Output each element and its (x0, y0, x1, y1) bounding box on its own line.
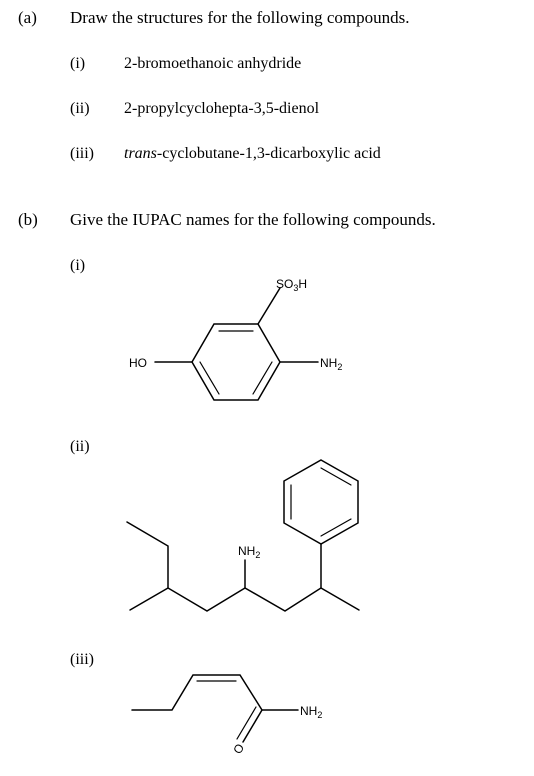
part-a-instruction: Draw the structures for the following compounds. (70, 8, 410, 27)
o-label: O (230, 741, 248, 757)
ho-label: HO (129, 356, 147, 370)
part-a-item-2-name: 2-propylcyclohepta-3,5-dienol (124, 100, 320, 117)
ring-double-bond (321, 519, 351, 536)
part-b-label: (b) (18, 210, 38, 229)
part-a-label: (a) (18, 8, 37, 27)
ring-double-bond (321, 468, 351, 485)
part-b-item-1-number: (i) (70, 257, 86, 274)
structure-b2 (127, 460, 359, 611)
carbonyl-bond (243, 710, 262, 742)
structure-b3 (132, 675, 322, 756)
benzene-ring-b2 (284, 460, 358, 544)
benzene-ring-b1 (192, 324, 280, 400)
bond-to-so3h (258, 288, 280, 324)
part-a-item-1-number: (i) (70, 55, 86, 72)
carbonyl-double-bond (237, 707, 256, 739)
part-a-item-1-name: 2-bromoethanoic anhydride (124, 55, 302, 72)
part-a-item-3-rest: -cyclobutane-1,3-dicarboxylic acid (156, 145, 381, 162)
part-a-item-2-number: (ii) (70, 100, 90, 117)
methyl-branch (321, 588, 359, 610)
carbon-chain (132, 675, 298, 710)
part-a-item-3-number: (iii) (70, 145, 94, 162)
ring-double-bond (200, 362, 219, 394)
part-b-instruction: Give the IUPAC names for the following compounds. (70, 210, 436, 229)
nh2-label: $NH_2$ (320, 356, 343, 372)
nh2-label: $NH_2$ (238, 544, 261, 560)
methyl-branch (130, 588, 168, 610)
trans-prefix: trans (124, 145, 157, 162)
ring-double-bond (253, 362, 272, 394)
part-b-item-2-number: (ii) (70, 438, 90, 455)
so3h-label: $SO_3H$ (276, 277, 308, 293)
structure-b1 (129, 277, 342, 400)
part-b-item-3-number: (iii) (70, 651, 94, 668)
nh2-label: $NH_2$ (300, 704, 323, 720)
carbon-chain (127, 522, 321, 611)
